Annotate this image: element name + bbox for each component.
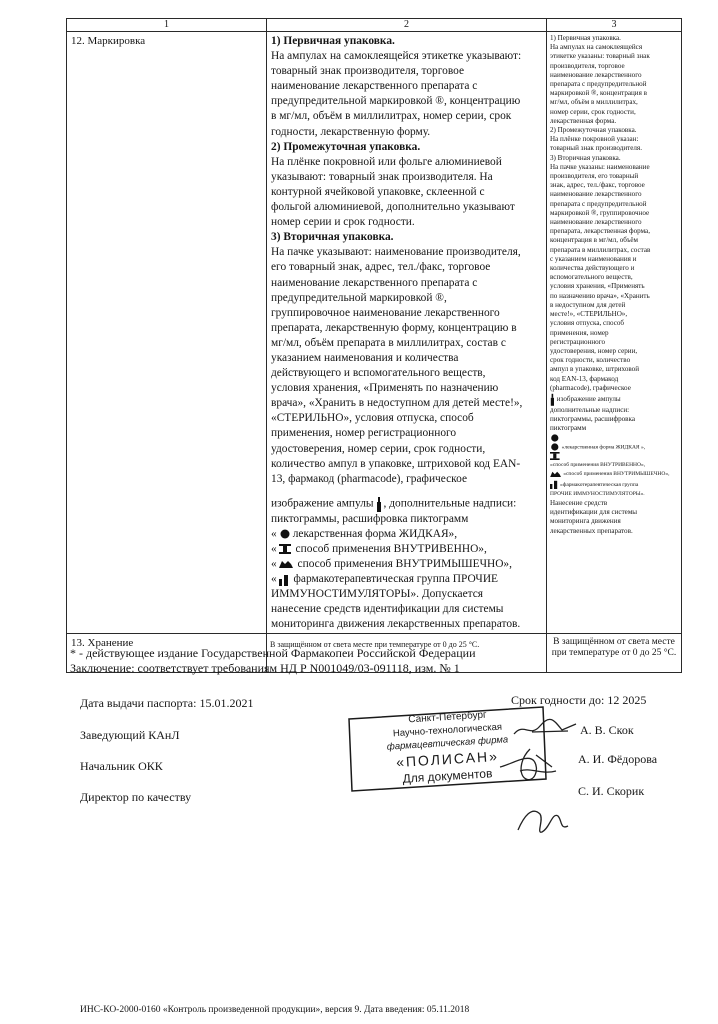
text-line	[271, 306, 542, 321]
text-line	[271, 572, 542, 587]
method-line: 2) Промежуточная упаковка.	[550, 126, 637, 135]
text-line	[271, 426, 542, 441]
method-line: концентрация в мг/мл, объём	[550, 236, 639, 245]
im-pictogram-icon	[279, 560, 293, 568]
method-line: мг/мл, объём в миллилитрах,	[550, 98, 638, 107]
line-text: номер серии и срок годности.	[271, 216, 415, 229]
line-text: дополнительные надписи:	[550, 405, 630, 414]
line-text: «способ применения ВНУТРИВЕННО»,	[550, 462, 646, 469]
vials-pictogram-icon	[550, 480, 558, 490]
text-line	[550, 508, 678, 517]
line-text: наименование лекарственного препарата с	[271, 80, 478, 93]
ampoule-pictogram-icon	[550, 393, 555, 406]
text-line	[271, 170, 542, 185]
line-text: предупредительной маркировкой ®, концентрацию	[271, 95, 521, 108]
line-text: 13, фармакод (pharmacode), графическое	[271, 472, 468, 485]
text-line	[271, 411, 542, 426]
text-line	[550, 406, 678, 415]
text-line	[271, 34, 542, 49]
text-line	[271, 200, 542, 215]
text-line	[550, 499, 678, 508]
text-line	[550, 433, 678, 442]
text-line	[271, 245, 542, 260]
line-text: применения, номер регистрационного	[271, 427, 457, 440]
line-text: 3) Вторичная упаковка.	[271, 231, 394, 244]
text-line	[271, 457, 542, 472]
text-line	[271, 557, 542, 572]
text-line	[271, 587, 542, 602]
method-line: препарата с предупредительной	[550, 80, 647, 89]
text-line	[271, 94, 542, 109]
text-line	[271, 109, 542, 124]
method-line: применения, номер	[550, 328, 609, 337]
signatory-role-1: Заведующий КАнЛ	[80, 728, 180, 742]
column-header-row	[67, 19, 682, 32]
row-label-storage: 13. Хранение	[67, 633, 267, 672]
method-line: вспомогательного веществ,	[550, 273, 633, 282]
spec-table	[66, 18, 682, 673]
method-line: номер серии, срок годности,	[550, 107, 636, 116]
method-line: знак, адрес, тел./факс, торговое	[550, 181, 645, 190]
text-line	[271, 64, 542, 79]
line-text: 2) Промежуточная упаковка.	[271, 140, 421, 153]
line-text: препарата, лекарственную форму, концентрацию в	[271, 321, 517, 334]
expiry-date: Срок годности до: 12 2025	[511, 693, 647, 707]
line-text: «	[271, 543, 277, 555]
text-line	[550, 517, 678, 526]
im-pictogram-icon	[550, 471, 561, 477]
issue-date: Дата выдачи паспорта: 15.01.2021	[80, 696, 254, 710]
text-line	[550, 415, 678, 424]
text-line	[271, 215, 542, 230]
stamp-line-5: Для документов	[402, 766, 493, 786]
line-text: На ампулах на самоклеящейся этикетке указывают:	[271, 50, 522, 63]
text-line	[271, 291, 542, 306]
line-text: «СТЕРИЛЬНО», условия отпуска, способ	[271, 412, 474, 425]
text-line	[271, 527, 542, 542]
method-line: в недоступном для детей	[550, 300, 626, 309]
text-line	[550, 461, 678, 470]
line-text: количество ампул в упаковке, штриховой код EAN-	[271, 457, 521, 470]
text-line	[271, 366, 542, 381]
signatory-name-2: А. И. Фёдорова	[578, 752, 658, 766]
method-line: маркировкой ®, группировочное	[550, 208, 650, 217]
text-line	[271, 336, 542, 351]
method-line: регистрационного	[550, 337, 605, 346]
method-line: На ампулах на самоклеящейся	[550, 43, 643, 52]
line-text: «способ применения ВНУТРИМЫШЕЧНО»,	[563, 471, 670, 478]
conclusion: Заключение: соответствует требованиям НД Р N001049/03-091118, изм. № 1	[70, 661, 460, 675]
text-line	[271, 442, 542, 457]
method-line: На пачке указаны: наименование	[550, 162, 650, 171]
iv-pictogram-icon	[279, 544, 291, 554]
signature-3	[510, 800, 575, 840]
text-line	[271, 140, 542, 155]
method-line: месте!», «СТЕРИЛЬНО»,	[550, 310, 628, 319]
marking-specification	[267, 32, 547, 634]
ampoule-pictogram-icon	[376, 496, 382, 512]
text-line	[271, 351, 542, 366]
method-line: удостоверения, номер серии,	[550, 346, 638, 355]
text-line	[550, 452, 678, 461]
storage-method: В защищённом от света месте при температуре от 0 до 25 °С.	[547, 633, 682, 672]
method-line: 1) Первичная упаковка.	[550, 34, 621, 42]
text-line	[271, 602, 542, 617]
method-line: маркировкой ®, концентрация в	[550, 89, 647, 98]
method-line: наименование лекарственного	[550, 190, 642, 199]
table-row-marking	[67, 32, 682, 634]
line-text-after: фармакотерапевтическая группа ПРОЧИЕ	[290, 573, 499, 586]
signatory-role-2: Начальник ОКК	[80, 759, 163, 773]
text-line	[271, 125, 542, 140]
col-header-1: 1	[67, 19, 267, 32]
marking-method	[547, 32, 682, 634]
text-line	[271, 512, 542, 527]
method-line: препарата в миллилитрах, состав	[550, 245, 651, 254]
line-text: «лекарственная форма ЖИДКАЯ »,	[561, 443, 646, 450]
line-text: «фармакотерапевтическая группа	[560, 481, 639, 488]
method-line: срок годности, количество	[550, 356, 631, 365]
signatory-name-3: С. И. Скорик	[578, 784, 645, 798]
drop-pictogram-icon	[550, 434, 560, 442]
text-line	[271, 321, 542, 336]
drop-pictogram-icon	[279, 529, 291, 539]
line-text: «	[271, 527, 277, 540]
storage-specification: В защищённом от света месте при температуре от 0 до 25 °С.	[267, 633, 547, 672]
line-text: контурной ячейковой упаковке, склеенной с	[271, 185, 485, 198]
text-line	[271, 381, 542, 396]
text-line	[271, 496, 542, 512]
line-text-after: , дополнительные надписи:	[383, 497, 517, 510]
text-line	[271, 617, 542, 632]
row-label-marking: 12. Маркировка	[67, 32, 267, 634]
method-line: 3) Вторичная упаковка.	[550, 153, 621, 162]
stamp-line-3: фармацевтическая фирма	[386, 734, 509, 753]
text-line	[550, 527, 678, 536]
document-footer: ИНС-КО-2000-0160 «Контроль произведенной продукции», версия 9. Дата введения: 05.11.2018	[80, 1005, 470, 1015]
col-header-2: 2	[267, 19, 547, 32]
method-line: условия хранения, «Применять	[550, 282, 645, 291]
method-line: наименование лекарственного	[550, 218, 642, 227]
line-text: идентификации для системы	[550, 508, 638, 517]
stamp-line-2: Научно-технологическая	[392, 721, 503, 740]
iv-pictogram-icon	[550, 452, 560, 460]
line-text: нанесение средств идентификации для системы	[271, 603, 504, 616]
line-text: мг/мл, объём препарата в миллилитрах, состав с	[271, 336, 506, 349]
text-line	[550, 424, 678, 433]
text-line	[271, 185, 542, 200]
line-text: «	[271, 573, 277, 586]
method-line: На плёнке покровной указан:	[550, 135, 639, 144]
text-line	[550, 490, 678, 499]
text-line	[550, 443, 678, 452]
text-line	[271, 396, 542, 411]
method-line: наименование лекарственного	[550, 70, 642, 79]
text-line	[271, 79, 542, 94]
text-line	[271, 260, 542, 275]
method-line: (pharmacode), графическое	[550, 383, 631, 392]
text-line	[550, 393, 678, 406]
stamp-line-1: Санкт-Петербург	[408, 709, 487, 726]
signatory-role-3: Директор по качеству	[80, 790, 192, 804]
line-text: фольгой алюминиевой, дополнительно указывают	[271, 201, 515, 214]
text-line	[271, 49, 542, 64]
line-text: мониторинга движения лекарственных препаратов.	[271, 618, 521, 631]
method-line: производителя, его товарный	[550, 172, 639, 181]
stamp-line-4: «ПОЛИСАН»	[395, 747, 500, 771]
line-text: его товарный знак, адрес, тел./факс, торговое	[271, 261, 491, 274]
line-text: На плёнке покровной или фольге алюминиевой	[271, 155, 502, 168]
method-line: производителя, торговое	[550, 61, 625, 70]
company-stamp	[345, 703, 550, 795]
method-line: препарата, лекарственная форма,	[550, 227, 650, 236]
footnote: * - действующее издание Государственной Фармакопеи Российской Федерации	[70, 646, 476, 660]
line-text: врача», «Хранить в недоступном для детей месте!»,	[271, 397, 523, 410]
line-text: пиктограммы, расшифровка	[550, 414, 636, 423]
line-text: условия хранения, «Применять по назначению	[271, 382, 499, 395]
text-line	[271, 155, 542, 170]
drop-pictogram-icon	[550, 443, 560, 451]
text-line	[550, 470, 678, 479]
line-text: мониторинга движения	[550, 517, 621, 526]
line-text: действующего и вспомогательного веществ,	[271, 367, 486, 380]
line-text: пиктограмм	[550, 424, 587, 433]
method-line: лекарственная форма.	[550, 116, 617, 125]
method-line: код EAN-13, фармакод	[550, 374, 619, 383]
line-text: группировочное наименование лекарственного	[271, 306, 500, 319]
vials-pictogram-icon	[279, 574, 289, 586]
line-text: 1) Первичная упаковка.	[271, 35, 395, 47]
line-text-after: способ применения ВНУТРИМЫШЕЧНО»,	[294, 558, 512, 571]
line-text: предупредительной маркировкой ®,	[271, 291, 447, 304]
line-text: удостоверения, номер серии, срок годности,	[271, 442, 486, 455]
line-text: ПРОЧИЕ ИММУНОСТИМУЛЯТОРЫ».	[550, 490, 645, 497]
line-text: наименование лекарственного препарата с	[271, 276, 478, 289]
line-text: пиктограммы, расшифровка пиктограмм	[271, 512, 469, 525]
text-line	[550, 480, 678, 490]
line-text: На пачке указывают: наименование производителя,	[271, 246, 521, 259]
signatory-name-1: А. В. Скок	[580, 723, 634, 737]
line-text: изображение ампулы	[271, 497, 374, 510]
method-line: этикетке указаны: товарный знак	[550, 52, 650, 61]
text-line	[271, 276, 542, 291]
line-text-after: способ применения ВНУТРИВЕННО»,	[292, 543, 487, 555]
line-text: годности, лекарственную форму.	[271, 125, 431, 138]
line-text: товарный знак производителя, торговое	[271, 65, 465, 78]
line-text: Нанесение средств	[550, 499, 608, 508]
col-header-3: 3	[547, 19, 682, 32]
method-line: условия отпуска, способ	[550, 319, 625, 328]
method-line: с указанием наименования и	[550, 254, 637, 263]
line-text: указанием наименования и количества	[271, 351, 459, 364]
line-text-after: лекарственная форма ЖИДКАЯ»,	[292, 527, 458, 540]
text-line	[271, 230, 542, 245]
line-text: изображение ампулы	[556, 394, 621, 403]
method-line: препарата с предупредительной	[550, 199, 647, 208]
text-line	[271, 542, 542, 557]
line-text: «	[271, 558, 277, 571]
method-line: ампул в упаковке, штриховой	[550, 365, 640, 374]
method-line: товарный знак производителя.	[550, 144, 642, 153]
text-line	[271, 472, 542, 487]
line-text: указывают: товарный знак производителя. На	[271, 170, 493, 183]
method-line: по назначению врача», «Хранить	[550, 291, 650, 300]
line-text: в мг/мл, объём в миллилитрах, номер серии, срок	[271, 110, 512, 123]
method-line: количества действующего и	[550, 264, 635, 273]
line-text: ИММУНОСТИМУЛЯТОРЫ». Допускается	[271, 588, 484, 601]
line-text: лекарственных препаратов.	[550, 526, 633, 535]
